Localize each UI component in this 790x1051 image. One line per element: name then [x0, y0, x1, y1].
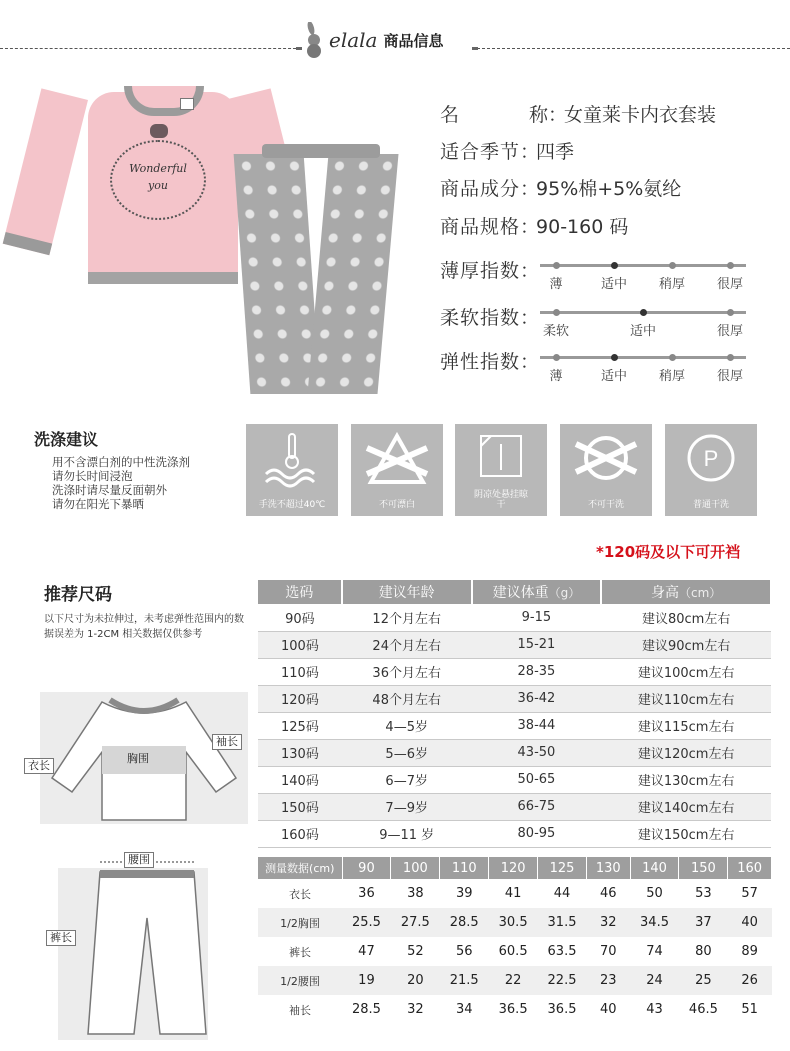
scale-dot	[553, 354, 560, 361]
info-name-label-char1: 名	[440, 104, 460, 126]
measure-size-header: 160	[728, 857, 772, 879]
table-cell: 6—7岁	[342, 766, 472, 793]
measure-row-label: 1/2胸围	[258, 908, 342, 937]
size-table	[258, 580, 772, 848]
table-cell: 51	[741, 1002, 758, 1017]
table-cell: 21.5	[440, 966, 489, 995]
table-row	[258, 631, 771, 658]
header-divider-right	[472, 48, 790, 49]
table-cell: 22.5	[538, 966, 587, 995]
info-spec-row	[440, 212, 628, 239]
pants-waistband	[262, 144, 380, 158]
scale-dot	[727, 309, 734, 316]
table-cell: 22	[489, 966, 538, 995]
table-cell: 39	[455, 886, 473, 901]
table-cell: 70	[599, 944, 617, 959]
scale-bar	[540, 356, 746, 359]
scale-tick-label: 很厚	[716, 324, 744, 339]
table-cell: 38-44	[472, 712, 602, 739]
scale-dot	[669, 354, 676, 361]
height-col-header	[601, 580, 771, 604]
table-cell: 36-42	[472, 685, 602, 712]
measurement-table-header	[258, 857, 772, 879]
table-cell: 46.5	[688, 1002, 718, 1017]
table-cell: 31.5	[538, 908, 587, 937]
scale-tick-label: 适中	[629, 324, 657, 339]
header-divider-left	[0, 48, 296, 49]
table-row	[258, 766, 771, 793]
table-cell: 89	[741, 944, 758, 959]
table-cell: 19	[342, 966, 391, 995]
table-cell: 90码	[258, 604, 342, 631]
no-dry-clean-label: 不可干洗	[587, 500, 624, 510]
table-cell: 74	[646, 944, 663, 959]
wash-tips	[52, 455, 190, 511]
brand-logo-text: elala	[329, 28, 378, 52]
table-cell: 建议80cm左右	[601, 604, 771, 631]
elasticity-label: 弹性指数	[440, 351, 521, 373]
table-cell: 40	[599, 1002, 617, 1017]
table-cell: 建议130cm左右	[601, 766, 771, 793]
table-cell: 建议90cm左右	[601, 631, 771, 658]
table-cell: 20	[391, 966, 440, 995]
colon: ：	[520, 141, 540, 163]
softness-label: 柔软指数	[440, 307, 521, 329]
scale-tick-label: 薄	[549, 369, 563, 384]
scale-dot	[727, 354, 734, 361]
shade-dry-icon	[455, 424, 547, 516]
measure-row-label: 裤长	[289, 945, 311, 959]
table-cell: 52	[407, 944, 424, 959]
table-cell: 30.5	[489, 908, 538, 937]
table-cell: 43-50	[472, 739, 602, 766]
table-cell: 26	[728, 966, 772, 995]
info-spec-value: 90-160 码	[536, 216, 629, 238]
table-cell: 4—5岁	[342, 712, 472, 739]
table-cell: 27.5	[391, 908, 440, 937]
table-row	[258, 937, 772, 966]
table-cell: 43	[646, 1002, 663, 1017]
height-col-header-unit: （cm）	[679, 586, 722, 600]
scale-dot	[611, 354, 618, 361]
header-brand	[303, 22, 444, 58]
table-cell: 建议120cm左右	[601, 739, 771, 766]
scale-dot	[553, 262, 560, 269]
shirt-print-line2: you	[148, 179, 168, 192]
wash-tip: 请勿在阳光下暴晒	[52, 497, 144, 511]
scale-dot	[640, 309, 647, 316]
table-row	[258, 908, 772, 937]
table-cell: 7—9岁	[342, 793, 472, 820]
table-cell: 28.5	[440, 908, 489, 937]
colon: ：	[520, 216, 540, 238]
colon: ：	[520, 178, 540, 200]
normal-dry-clean-label: 普通干洗	[692, 500, 729, 510]
height-col-header-label: 身高	[651, 585, 679, 601]
scale-dot	[553, 309, 560, 316]
colon: ：	[520, 260, 540, 282]
table-row	[258, 995, 772, 1024]
pants-leg-left	[234, 154, 321, 394]
table-cell: 140码	[258, 766, 342, 793]
measure-row-label: 1/2腰围	[258, 966, 342, 995]
colon: ：	[520, 307, 540, 329]
size-col-header-label: 选码	[285, 585, 314, 601]
weight-col-header-unit: （g）	[548, 586, 581, 600]
size-title: 推荐尺码	[44, 585, 112, 605]
shirt-sleeve-left	[3, 88, 88, 255]
info-season-label: 适合季节	[440, 141, 521, 163]
weight-col-header	[472, 580, 602, 604]
brand-tag	[180, 98, 194, 110]
wash-tip: 请勿长时间浸泡	[52, 469, 133, 483]
table-cell: 60.5	[498, 944, 528, 959]
table-cell: 160码	[258, 820, 342, 847]
shirt-print-text	[118, 160, 198, 194]
shirt-print-line1: Wonderful	[129, 162, 187, 175]
table-row	[258, 685, 771, 712]
table-cell: 34.5	[630, 908, 679, 937]
info-name-label-char2: 称	[528, 104, 548, 126]
diagram-label-pants: 裤长	[46, 930, 76, 946]
measure-header-label: 测量数据(cm)	[258, 857, 342, 879]
table-cell: 32	[407, 1002, 424, 1017]
table-cell: 32	[586, 908, 630, 937]
table-cell: 34	[455, 1002, 473, 1017]
scale-dot	[611, 262, 618, 269]
age-col-header-label: 建议年龄	[378, 585, 435, 601]
table-cell: 28.5	[351, 1002, 381, 1017]
table-cell: 38	[407, 886, 424, 901]
scale-tick-label: 薄	[549, 277, 563, 292]
bow-icon	[150, 124, 168, 138]
measure-size-header: 140	[630, 857, 679, 879]
wash-title: 洗涤建议	[34, 430, 99, 449]
hand-wash-icon	[246, 424, 338, 516]
table-row	[258, 966, 772, 995]
scale-tick-label: 柔软	[542, 324, 570, 339]
table-cell: 66-75	[472, 793, 602, 820]
colon: ：	[548, 104, 568, 126]
weight-col-header-label: 建议体重	[492, 585, 549, 601]
table-cell: 110码	[258, 658, 342, 685]
table-cell: 120码	[258, 685, 342, 712]
table-cell: 57	[741, 886, 758, 901]
table-row	[258, 658, 771, 685]
table-cell: 41	[504, 886, 522, 901]
table-cell: 44	[553, 886, 571, 901]
table-cell: 63.5	[547, 944, 577, 959]
measure-size-header: 100	[391, 857, 440, 879]
table-cell: 24个月左右	[342, 631, 472, 658]
table-row	[258, 793, 771, 820]
table-cell: 56	[455, 944, 473, 959]
thickness-scale-row	[440, 256, 539, 283]
measure-size-header: 125	[538, 857, 587, 879]
table-cell: 23	[586, 966, 630, 995]
diagram-label-waist: 腰围	[124, 852, 154, 868]
scale-tick-label: 适中	[600, 369, 628, 384]
age-col-header	[342, 580, 472, 604]
table-cell: 36	[358, 886, 375, 901]
diagram-label-length: 衣长	[24, 758, 54, 774]
no-bleach-label: 不可漂白	[378, 500, 415, 510]
scale-dot	[669, 262, 676, 269]
table-cell: 15-21	[472, 631, 602, 658]
dry-clean-symbol: P	[703, 446, 719, 471]
wash-tip: 洗涤时请尽量反面朝外	[52, 483, 167, 497]
table-cell: 125码	[258, 712, 342, 739]
table-cell: 25	[679, 966, 728, 995]
diagram-label-sleeve: 袖长	[212, 734, 242, 750]
info-material-row	[440, 174, 681, 201]
table-cell: 9—11 岁	[342, 820, 472, 847]
table-cell: 12个月左右	[342, 604, 472, 631]
table-cell: 40	[728, 908, 772, 937]
table-cell: 46	[599, 886, 617, 901]
table-cell: 37	[679, 908, 728, 937]
scale-dot	[727, 262, 734, 269]
table-row	[258, 712, 771, 739]
measure-row-label: 衣长	[289, 887, 311, 901]
table-cell: 28-35	[472, 658, 602, 685]
table-cell: 36个月左右	[342, 658, 472, 685]
table-cell: 150码	[258, 793, 342, 820]
table-cell: 100码	[258, 631, 342, 658]
measure-size-header: 110	[440, 857, 489, 879]
table-cell: 25.5	[342, 908, 391, 937]
table-cell: 9-15	[472, 604, 602, 631]
pants-leg-right	[308, 154, 399, 394]
table-row	[258, 739, 771, 766]
info-name-row	[440, 100, 716, 127]
table-cell: 建议150cm左右	[601, 820, 771, 847]
measure-size-header: 90	[342, 857, 391, 879]
diagram-label-chest: 胸围	[127, 752, 149, 765]
table-cell: 建议100cm左右	[601, 658, 771, 685]
table-cell: 5—6岁	[342, 739, 472, 766]
colon: ：	[520, 351, 540, 373]
scale-tick-label: 稍厚	[658, 369, 686, 384]
normal-dry-clean-icon	[665, 424, 757, 516]
measure-size-header: 120	[489, 857, 538, 879]
page-title: 商品信息	[383, 31, 444, 50]
rabbit-logo-icon	[303, 22, 323, 58]
table-cell: 80-95	[472, 820, 602, 847]
pants-image	[242, 144, 402, 396]
shade-dry-label: 阴凉处悬挂晾干	[473, 490, 528, 510]
softness-scale-row	[440, 303, 539, 330]
table-cell: 建议110cm左右	[601, 685, 771, 712]
table-row	[258, 604, 771, 631]
size-table-header	[258, 580, 771, 604]
table-cell: 36.5	[547, 1002, 577, 1017]
table-cell: 50-65	[472, 766, 602, 793]
info-material-label: 商品成分	[440, 178, 521, 200]
no-dry-clean-icon	[560, 424, 652, 516]
info-season-value: 四季	[536, 141, 575, 163]
measurement-table	[258, 857, 772, 1024]
table-row	[258, 820, 771, 847]
crotch-notice: *120码及以下可开裆	[596, 543, 741, 561]
measure-size-header: 150	[679, 857, 728, 879]
header-divider-accent	[296, 47, 302, 50]
table-cell: 建议115cm左右	[601, 712, 771, 739]
info-name-value: 女童莱卡内衣套装	[564, 104, 717, 126]
wash-tip: 用不含漂白剂的中性洗涤剂	[52, 455, 190, 469]
no-bleach-icon	[351, 424, 443, 516]
hand-wash-label: 手洗不超过40℃	[258, 500, 326, 510]
info-season-row	[440, 137, 574, 164]
table-cell: 24	[630, 966, 679, 995]
table-cell: 建议140cm左右	[601, 793, 771, 820]
scale-tick-label: 很厚	[716, 369, 744, 384]
measure-size-header: 130	[586, 857, 630, 879]
header-divider-accent-right	[472, 47, 478, 50]
info-name-label	[440, 100, 548, 127]
table-cell: 50	[646, 886, 663, 901]
scale-tick-label: 适中	[600, 277, 628, 292]
table-cell: 53	[695, 886, 712, 901]
table-cell: 47	[358, 944, 375, 959]
table-row	[258, 879, 772, 908]
elasticity-scale-row	[440, 347, 539, 374]
info-material-value: 95%棉+5%氨纶	[536, 178, 682, 200]
scale-bar	[540, 264, 746, 267]
thickness-label: 薄厚指数	[440, 260, 521, 282]
info-spec-label-text: 商品规格	[440, 216, 521, 238]
size-description: 以下尺寸为未拉伸过，未考虑弹性范围内的数据误差为 1-2CM 相关数据仅供参考	[44, 614, 244, 640]
table-cell: 36.5	[498, 1002, 528, 1017]
table-cell: 48个月左右	[342, 685, 472, 712]
table-cell: 130码	[258, 739, 342, 766]
shirt-hem	[88, 272, 238, 284]
scale-tick-label: 很厚	[716, 277, 744, 292]
size-col-header	[258, 580, 342, 604]
scale-tick-label: 稍厚	[658, 277, 686, 292]
pants-diagram	[82, 858, 212, 1038]
measure-row-label: 袖长	[289, 1003, 311, 1017]
table-cell: 80	[695, 944, 712, 959]
